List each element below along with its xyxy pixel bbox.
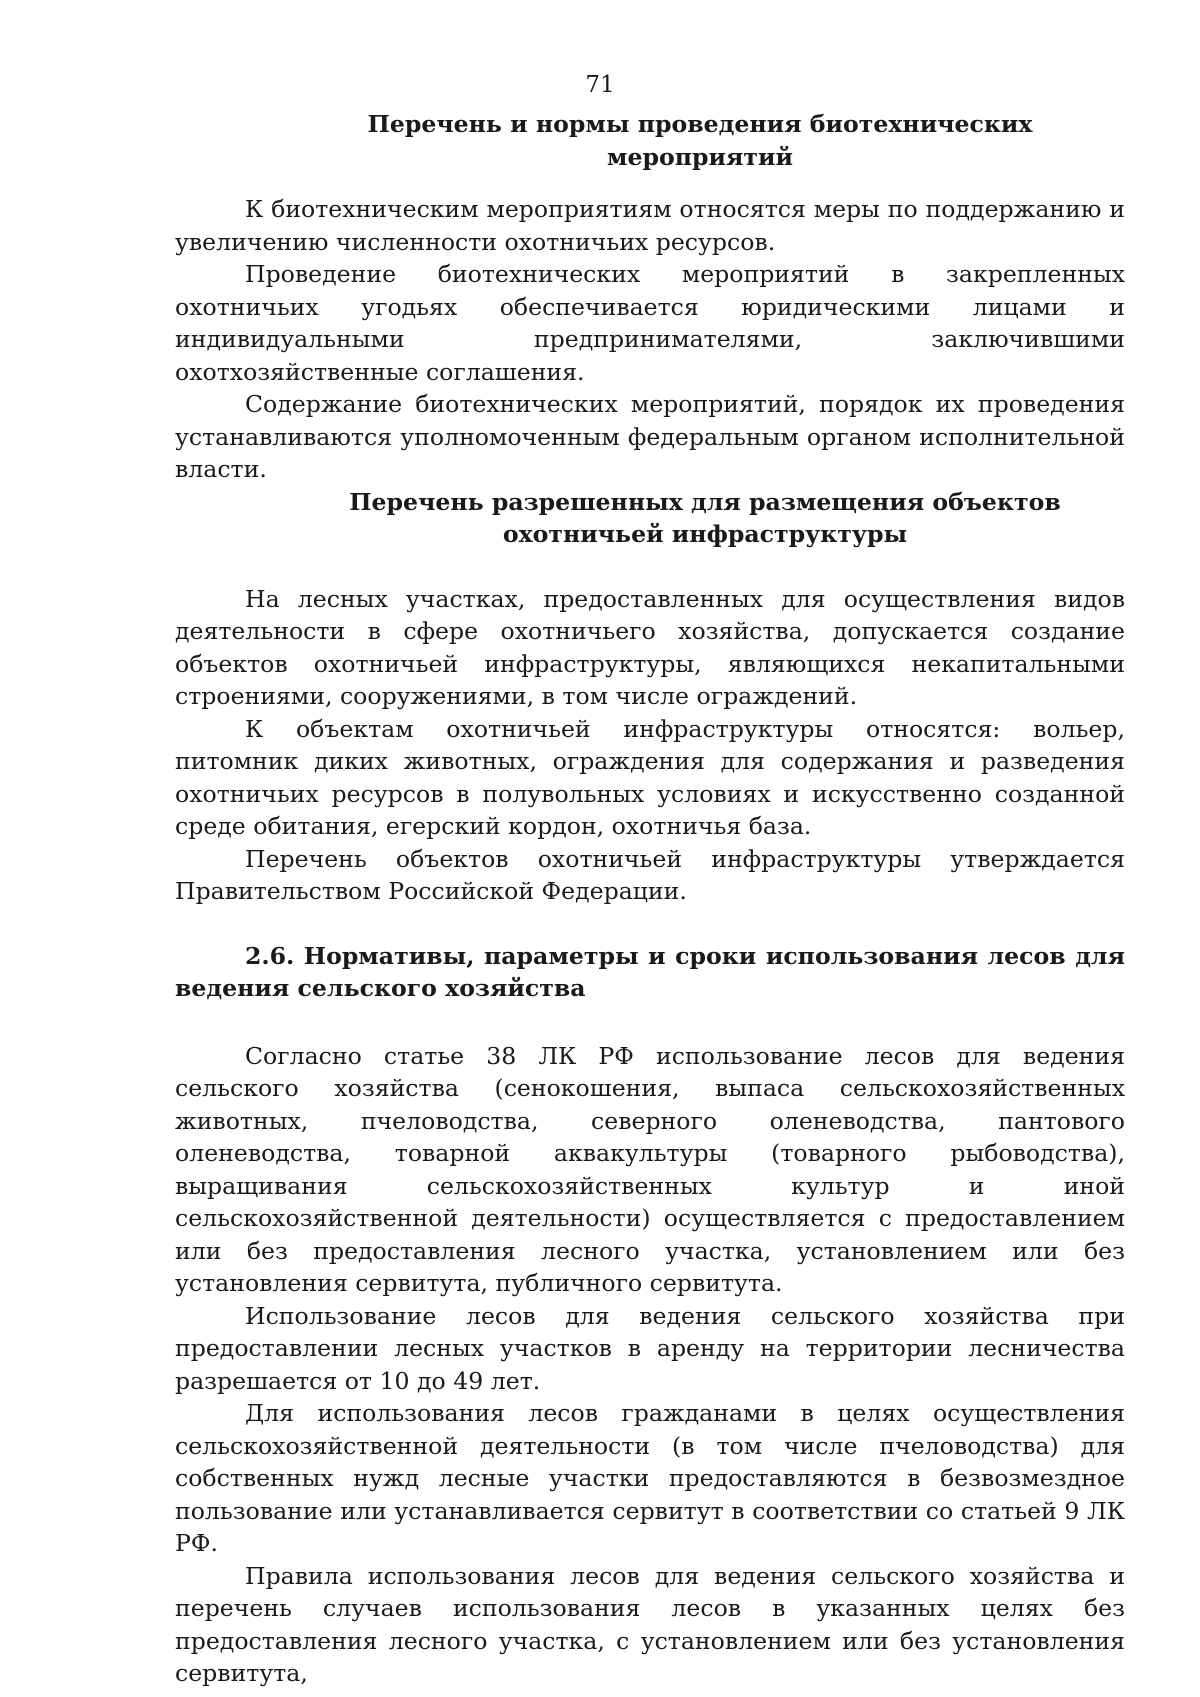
paragraph: К объектам охотничьей инфраструктуры относятся: вольер, питомник диких животных, ограждения для содержания и разведения охотничьих ресурсов в полувольных условиях и искусственно созданной среде обитания, егерский кордон, охотничья база.: [175, 714, 1125, 840]
paragraph: Согласно статье 38 ЛК РФ использование лесов для ведения сельского хозяйства (сенокошения, выпаса сельскохозяйственных животных, пчеловодства, северного оленеводства, пантового оленеводства, товарной аквакультуры (товарного рыбоводства), выращивания сельскохозяйственных культур и иной сельскохозяйственной деятельности) осуществляется с предоставлением или без предоставления лесного участка, установлением или без установления сервитута, публичного сервитута.: [175, 1041, 1125, 1297]
section-heading-biotech: Перечень и нормы проведения биотехнических мероприятий: [367, 110, 1033, 171]
paragraph: К биотехническим мероприятиям относятся меры по поддержанию и увеличению численности охотничьих ресурсов.: [175, 195, 1125, 256]
paragraph: На лесных участках, предоставленных для осуществления видов деятельности в сфере охотничьего хозяйства, допускается создание объектов охотничьей инфраструктуры, являющихся некапитальными строениями, сооружениями, в том числе ограждений.: [175, 584, 1125, 710]
paragraph: Проведение биотехнических мероприятий в закрепленных охотничьих угодьях обеспечивается юридическими лицами и индивидуальными предпринимателями, заключившими охотхозяйственные соглашения.: [175, 260, 1125, 386]
paragraph: Использование лесов для ведения сельского хозяйства при предоставлении лесных участков в аренду на территории лесничества разрешается от 10 до 49 лет.: [175, 1301, 1125, 1395]
section-heading-line: охотничьей инфраструктуры: [502, 520, 908, 548]
paragraph: Содержание биотехнических мероприятий, порядок их проведения устанавливаются уполномоченным федеральным органом исполнительной власти.: [175, 390, 1125, 483]
section-heading-agriculture: 2.6. Нормативы, параметры и сроки использования лесов для ведения сельского хозяйства: [175, 941, 1125, 1002]
section-heading-line: Перечень разрешенных для размещения объектов: [349, 487, 1061, 516]
page-number: 71: [585, 72, 615, 98]
section-heading-infrastructure: [175, 486, 1125, 551]
paragraph: Перечень объектов охотничьей инфраструктуры утверждается Правительством Российской Федерации.: [175, 844, 1125, 905]
page-content: [175, 108, 1125, 1690]
paragraph: Для использования лесов гражданами в целях осуществления сельскохозяйственной деятельности (в том числе пчеловодства) для собственных нужд лесные участки предоставляются в безвозмездное пользование или устанавливается сервитут в соответствии со статьей 9 ЛК РФ.: [175, 1399, 1125, 1557]
paragraph: Правила использования лесов для ведения сельского хозяйства и перечень случаев использования лесов в указанных целях без предоставления лесного участка, с установлением или без установления сервитута,: [175, 1561, 1125, 1687]
